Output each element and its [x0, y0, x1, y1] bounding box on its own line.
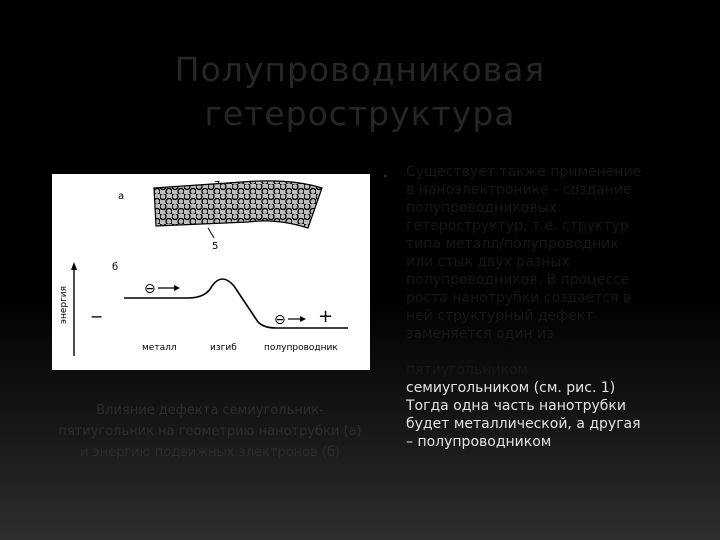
body-line-3: полупроводниковых: [406, 200, 557, 216]
body-line-13: семиугольником (см. рис. 1): [406, 380, 616, 396]
electron-left-icon: ⊖: [144, 281, 156, 297]
body-line-15: будет металлической, а другая: [406, 416, 641, 432]
region-label-semiconductor: полупроводник: [264, 343, 338, 353]
title-line-1: Полупроводниковая: [174, 50, 546, 89]
body-line-12: пятиугольником: [406, 362, 529, 378]
body-line-11: [406, 343, 690, 361]
body-line-7: полупроводников. В процессе: [406, 272, 630, 288]
body-line-5: типа металл/полупроводник: [406, 236, 619, 252]
panel-a-label: а: [118, 191, 125, 202]
bullet-icon: •: [382, 170, 389, 183]
region-label-metal: металл: [142, 343, 177, 353]
caption-line-1: Влияние дефекта семиугольник-: [96, 403, 324, 418]
minus-sign: −: [90, 307, 104, 326]
body-line-2: в наноэлектронике - создание: [406, 182, 632, 198]
body-line-8: роста нанотрубки создается в: [406, 290, 632, 306]
pointer-five: [208, 228, 214, 238]
nanotube-figure: [52, 174, 370, 370]
caption-line-3: и энергию подвижных электронов (б): [79, 445, 341, 460]
energy-axis-arrow: [71, 262, 77, 270]
label-five: 5: [212, 241, 219, 252]
electron-right-icon: ⊖: [274, 312, 286, 328]
electron-right-arrowhead: [300, 316, 306, 322]
caption-line-2: пятиугольник на геометрию нанотрубки (а): [58, 424, 362, 439]
body-line-6: или стык двух разных: [406, 254, 570, 270]
region-label-bend: изгиб: [210, 343, 237, 353]
body-line-14: Тогда одна часть нанотрубки: [406, 398, 626, 414]
title-line-2: гетероструктура: [204, 94, 516, 133]
figure-caption: [20, 400, 400, 463]
energy-axis-label: энергия: [59, 285, 69, 324]
body-line-4: гетероструктур, т.е. структур: [406, 218, 629, 234]
body-line-9: ней структурный дефект: [406, 308, 594, 324]
body-line-10: заменяется один из: [406, 326, 554, 342]
figure-drawing: [52, 174, 370, 370]
body-line-16: – полупроводником: [406, 434, 552, 450]
energy-curve: [124, 279, 348, 328]
slide-title: [0, 48, 720, 136]
electron-left-arrowhead: [174, 285, 180, 291]
body-line-1: Существует также применение: [406, 164, 642, 180]
panel-b-label: б: [112, 262, 119, 273]
body-text: [406, 163, 690, 451]
plus-sign: +: [318, 306, 334, 327]
